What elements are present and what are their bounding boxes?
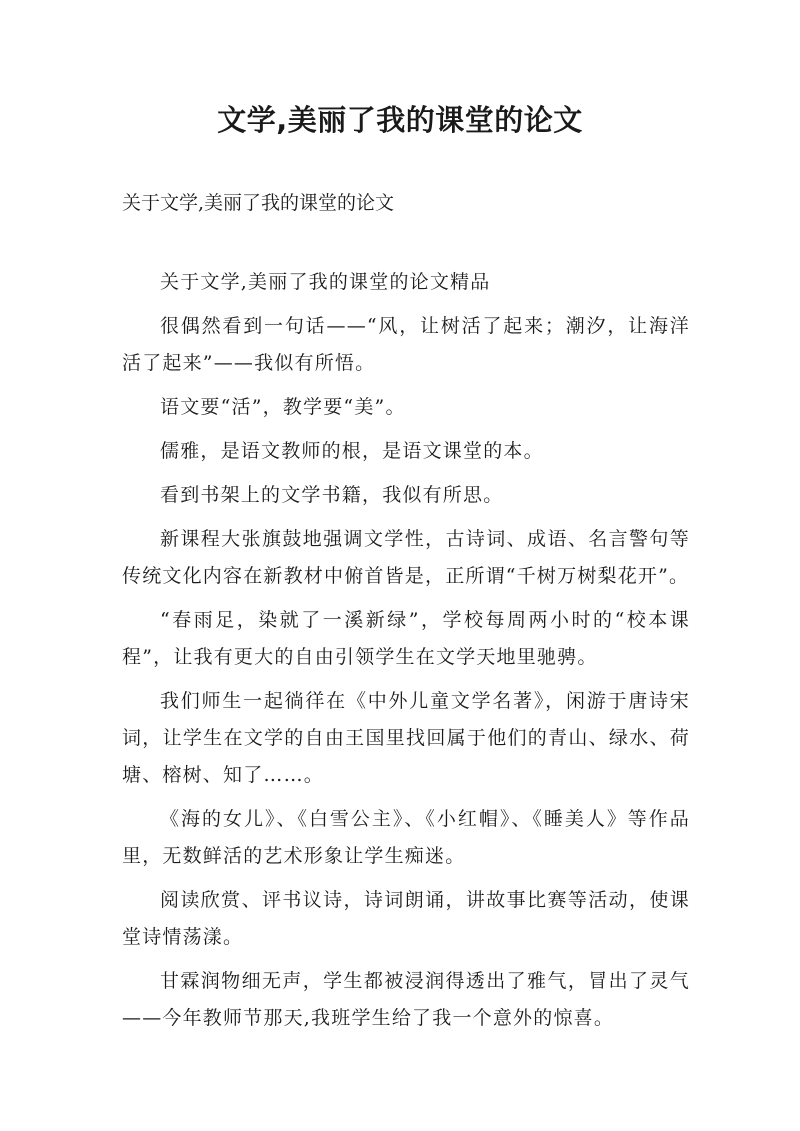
paragraph: 甘霖润物细无声，学生都被浸润得透出了雅气，冒出了灵气——今年教师节那天,我班学生给了我一个意外的惊喜。 (122, 970, 690, 1029)
document-subtitle: 关于文学,美丽了我的课堂的论文 (122, 192, 395, 214)
document-title: 文学,美丽了我的课堂的论文 (217, 103, 583, 137)
paragraph: 《海的女儿》、《白雪公主》、《小红帽》、《睡美人》等作品里，无数鲜活的艺术形象让学生痴迷。 (122, 808, 690, 867)
paragraph: 语文要“活”，教学要“美”。 (160, 396, 406, 418)
paragraph: 新课程大张旗鼓地强调文学性，古诗词、成语、名言警句等传统文化内容在新教材中俯首皆是，正所谓“千树万树梨花开”。 (122, 528, 690, 587)
paragraph: 阅读欣赏、评书议诗，诗词朗诵，讲故事比赛等活动，使课堂诗情荡漾。 (122, 889, 690, 948)
paragraph: 我们师生一起徜徉在《中外儿童文学名著》，闲游于唐诗宋词，让学生在文学的自由王国里找回属于他们的青山、绿水、荷塘、榕树、知了……。 (122, 690, 690, 786)
paragraph: “春雨足，染就了一溪新绿”，学校每周两小时的“校本课程”，让我有更大的自由引领学生在文学天地里驰骋。 (122, 609, 690, 668)
paragraph: 关于文学,美丽了我的课堂的论文精品 (160, 271, 491, 293)
paragraph: 看到书架上的文学书籍，我似有所思。 (160, 484, 504, 506)
paragraph: 很偶然看到一句话——“风，让树活了起来；潮汐，让海洋活了起来”——我似有所悟。 (122, 315, 690, 374)
document-body (122, 264, 690, 1044)
paragraph: 儒雅，是语文教师的根，是语文课堂的本。 (160, 440, 544, 462)
